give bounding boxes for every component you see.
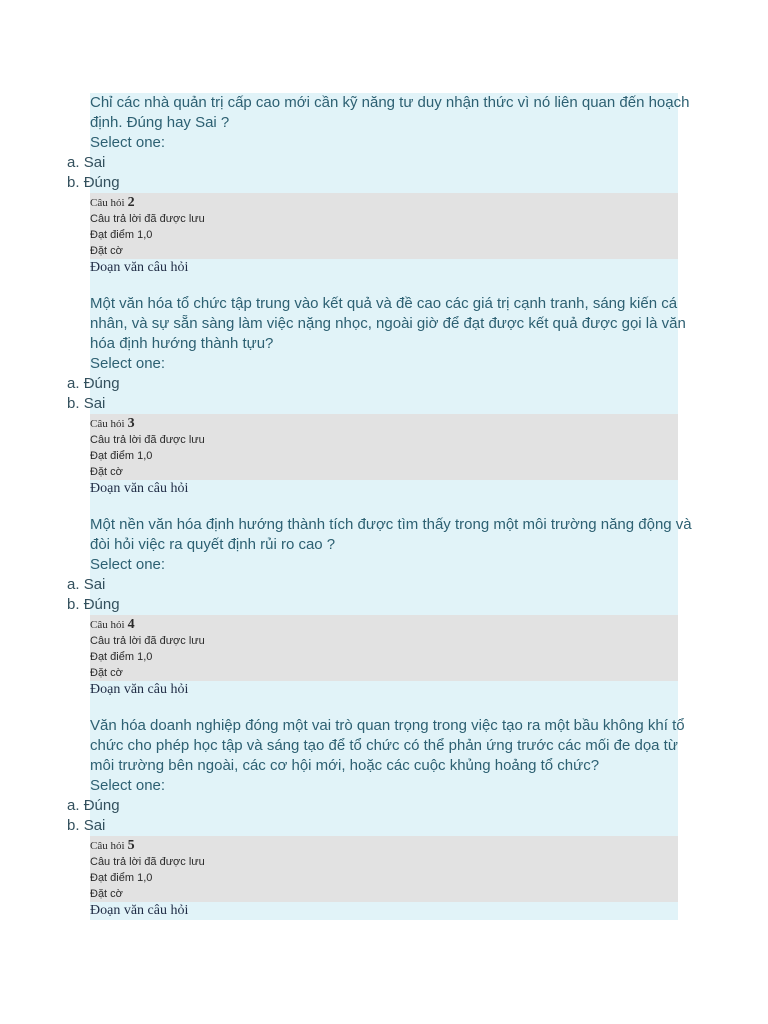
question-text-block — [67, 681, 685, 836]
question-info-panel — [90, 836, 678, 902]
option-label: Sai — [83, 154, 106, 171]
option-letter: b. — [67, 174, 80, 191]
answer-saved-status: Câu trả lời đã được lưu — [90, 856, 205, 868]
question-info-panel — [90, 414, 678, 480]
option-letter: a. — [67, 154, 80, 171]
question-number-label: Câu hỏi — [90, 619, 125, 631]
option-label: Sai — [83, 576, 106, 593]
option-label: Đúng — [83, 174, 120, 191]
option-letter: b. — [67, 817, 80, 834]
select-one-prompt: Select one: — [90, 355, 166, 372]
question-text-line: hóa định hướng thành tựu? — [90, 335, 274, 352]
flag-question-link[interactable]: Đặt cờ — [90, 667, 123, 679]
option-letter: b. — [67, 395, 80, 412]
select-one-prompt: Select one: — [90, 556, 166, 573]
answer-saved-status: Câu trả lời đã được lưu — [90, 213, 205, 225]
flag-question-link[interactable]: Đặt cờ — [90, 888, 123, 900]
answer-option-a[interactable] — [67, 153, 678, 173]
option-letter: a. — [67, 797, 80, 814]
question-grade: Đạt điểm 1,0 — [90, 872, 153, 884]
question-info-panel — [90, 193, 678, 259]
option-label: Đúng — [83, 375, 120, 392]
option-letter: a. — [67, 576, 80, 593]
question-text-block — [90, 902, 678, 920]
answer-option-a[interactable] — [67, 374, 678, 394]
option-label: Đúng — [83, 596, 120, 613]
quiz-content — [67, 93, 692, 920]
question-number — [90, 617, 678, 633]
question-text-line: Một văn hóa tổ chức tập trung vào kết quả và đề cao các giá trị cạnh tranh, sáng kiến cá — [90, 295, 678, 312]
question-number-label: Câu hỏi — [90, 840, 125, 852]
question-text-line: đòi hỏi việc ra quyết định rủi ro cao ? — [90, 536, 336, 553]
question-text-line: Một nền văn hóa định hướng thành tích được tìm thấy trong một môi trường năng động và — [90, 516, 692, 533]
question-number-label: Câu hỏi — [90, 197, 125, 209]
question-text-line: định. Đúng hay Sai ? — [90, 114, 230, 131]
option-letter: a. — [67, 375, 80, 392]
answer-option-b[interactable] — [67, 816, 678, 836]
question-number — [90, 416, 678, 432]
flag-question-link[interactable]: Đặt cờ — [90, 245, 123, 257]
question-text-line: nhân, và sự sẵn sàng làm việc nặng nhọc, ngoài giờ để đạt được kết quả được gọi là văn — [90, 315, 686, 332]
question-text-heading: Đoạn văn câu hỏi — [90, 260, 189, 275]
flag-question-link[interactable]: Đặt cờ — [90, 466, 123, 478]
question-grade: Đạt điểm 1,0 — [90, 229, 153, 241]
answer-saved-status: Câu trả lời đã được lưu — [90, 434, 205, 446]
question-text-block — [67, 480, 692, 615]
question-text-block — [67, 259, 686, 414]
question-number-value: 4 — [127, 617, 135, 632]
question-text-heading: Đoạn văn câu hỏi — [90, 903, 189, 918]
question-text-block — [67, 93, 690, 193]
question-text-heading: Đoạn văn câu hỏi — [90, 682, 189, 697]
option-label: Sai — [83, 817, 106, 834]
question-number-label: Câu hỏi — [90, 418, 125, 430]
answer-option-a[interactable] — [67, 796, 678, 816]
answer-saved-status: Câu trả lời đã được lưu — [90, 635, 205, 647]
question-text-line: Chỉ các nhà quản trị cấp cao mới cần kỹ năng tư duy nhận thức vì nó liên quan đến hoạch — [90, 94, 690, 111]
answer-option-b[interactable] — [67, 394, 678, 414]
question-grade: Đạt điểm 1,0 — [90, 651, 153, 663]
option-label: Đúng — [83, 797, 120, 814]
question-number — [90, 195, 678, 211]
question-text-heading: Đoạn văn câu hỏi — [90, 481, 189, 496]
question-number-value: 2 — [127, 195, 135, 210]
select-one-prompt: Select one: — [90, 777, 166, 794]
question-number — [90, 838, 678, 854]
question-grade: Đạt điểm 1,0 — [90, 450, 153, 462]
answer-option-b[interactable] — [67, 173, 678, 193]
option-label: Sai — [83, 395, 106, 412]
question-info-panel — [90, 615, 678, 681]
question-number-value: 3 — [127, 416, 135, 431]
option-letter: b. — [67, 596, 80, 613]
select-one-prompt: Select one: — [90, 134, 166, 151]
answer-option-b[interactable] — [67, 595, 678, 615]
question-text-line: môi trường bên ngoài, các cơ hội mới, hoặc các cuộc khủng hoảng tổ chức? — [90, 757, 600, 774]
answer-option-a[interactable] — [67, 575, 678, 595]
question-number-value: 5 — [127, 838, 135, 853]
question-text-line: Văn hóa doanh nghiệp đóng một vai trò quan trọng trong việc tạo ra một bầu không khí tổ — [90, 717, 685, 734]
question-text-line: chức cho phép học tập và sáng tạo để tổ chức có thể phản ứng trước các mối đe dọa từ — [90, 737, 678, 754]
